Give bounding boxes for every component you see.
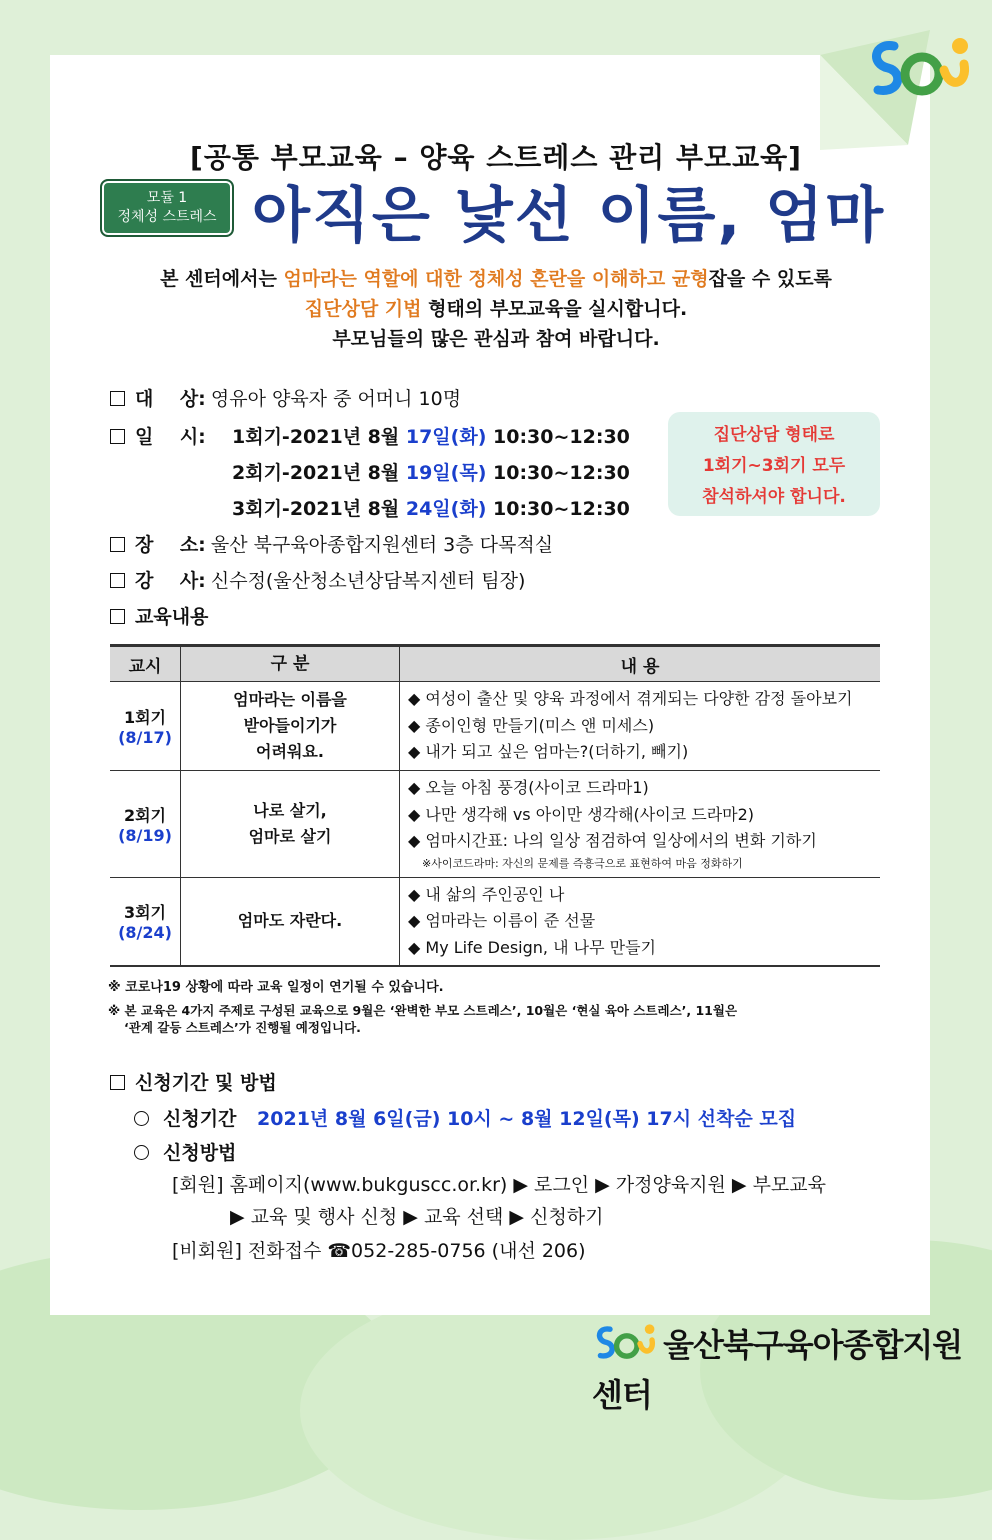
content-cell [400, 682, 881, 771]
period-value: 2021년 8월 6일(금) 10시 ~ 8월 12일(목) 17시 선착순 모집 [257, 1108, 797, 1130]
apply-heading-text: 신청기간 및 방법 [135, 1072, 277, 1094]
session-date-2 [232, 458, 630, 485]
session-day: 17일(화) [405, 426, 487, 448]
topic-line: 받아들이기가 [243, 716, 337, 735]
info-target [110, 384, 461, 411]
info-label: 장 소: [135, 534, 206, 556]
topic-cell [181, 877, 400, 966]
intro-text: 잡을 수 있도록 [708, 268, 832, 290]
nonmember-method: [비회원] 전화접수 ☎052-285-0756 (내선 206) [172, 1240, 586, 1262]
info-value: 신수정(울산청소년상담복지센터 팀장) [210, 570, 526, 592]
session-date: (8/24) [118, 923, 172, 943]
module-badge [100, 179, 234, 237]
list-item: ◆ 오늘 아침 풍경(사이코 드라마1) [408, 778, 649, 797]
checkbox-square-icon [110, 609, 125, 624]
table-header: 구 분 [181, 646, 400, 682]
session-text: 3회기-2021년 8월 [232, 498, 406, 520]
center-logo-icon [864, 34, 974, 104]
member-method-line1: [회원] 홈페이지(www.bukguscc.or.kr) ▶ 로그인 ▶ 가정양육지원 ▶ 부모교육 [172, 1174, 826, 1196]
intro-line-2 [0, 294, 992, 321]
member-method-line2: ▶ 교육 및 행사 신청 ▶ 교육 선택 ▶ 신청하기 [230, 1206, 604, 1228]
checkbox-square-icon [110, 391, 125, 406]
badge-line2: 정체성 스트레스 [117, 209, 217, 225]
content-cell [400, 771, 881, 878]
note-line: 1회기~3회기 모두 [702, 456, 846, 476]
list-item: ◆ 종이인형 만들기(미스 앤 미세스) [408, 715, 655, 735]
list-item: ◆ 나만 생각해 vs 아이만 생각해(사이코 드라마2) [408, 804, 755, 824]
table-header: 내 용 [400, 646, 881, 682]
warning-series-2: ‘관계 갈등 스트레스’가 진행될 예정입니다. [124, 1020, 361, 1035]
page-title: 아직은 낯선 이름, 엄마 [252, 181, 886, 251]
circle-bullet-icon [134, 1145, 149, 1160]
info-place [110, 530, 553, 557]
checkbox-square-icon [110, 573, 125, 588]
session-name: 1회기 [123, 708, 167, 727]
psychodrama-note: ※사이코드라마: 자신의 문제를 즉흥극으로 표현하여 마음 정화하기 [422, 856, 743, 870]
intro-line-1 [0, 264, 992, 291]
apply-method [134, 1138, 236, 1165]
intro-text: 형태의 부모교육을 실시합니다. [421, 298, 688, 320]
program-subtitle: [공통 부모교육 – 양육 스트레스 관리 부모교육] [190, 141, 802, 174]
info-label: 일 시: [135, 426, 206, 448]
method-label: 신청방법 [163, 1142, 237, 1164]
session-date: (8/19) [118, 825, 172, 845]
list-item: ◆ 엄마라는 이름이 준 선물 [408, 911, 596, 930]
table-row [110, 771, 880, 878]
session-cell [110, 771, 181, 878]
list-item: ◆ My Life Design, 내 나무 만들기 [408, 937, 656, 957]
apply-period [134, 1104, 796, 1131]
table-row [110, 877, 880, 966]
info-content [110, 602, 208, 629]
circle-bullet-icon [134, 1111, 149, 1126]
session-text: 1회기-2021년 8월 [232, 426, 406, 448]
intro-highlight: 집단상담 기법 [304, 298, 422, 320]
checkbox-square-icon [110, 1075, 125, 1090]
period-label: 신청기간 [163, 1108, 237, 1130]
table-header: 교시 [110, 646, 181, 682]
info-value: 울산 북구육아종합지원센터 3층 다목적실 [210, 534, 554, 556]
curriculum-table [110, 644, 880, 967]
footer-logo [592, 1316, 992, 1416]
attendance-note [668, 412, 880, 516]
session-day: 24일(화) [405, 498, 487, 520]
info-label: 강 사: [135, 570, 206, 592]
intro-text: 본 센터에서는 [160, 268, 284, 290]
session-cell [110, 877, 181, 966]
session-date-3 [232, 494, 630, 521]
note-line: 참석하셔야 합니다. [702, 487, 846, 507]
session-time: 10:30~12:30 [486, 462, 630, 484]
session-name: 3회기 [123, 903, 167, 923]
session-name: 2회기 [123, 805, 167, 825]
session-time: 10:30~12:30 [486, 498, 630, 520]
info-date [110, 422, 206, 449]
topic-cell [181, 771, 400, 878]
org-name: 울산북구육아종합지원센터 [592, 1326, 963, 1414]
info-value: 영유아 양육자 중 어머니 10명 [210, 388, 462, 410]
topic-line: 엄마라는 이름을 [233, 690, 347, 709]
topic-line: 어려워요. [256, 742, 324, 761]
topic-line: 엄마도 자란다. [237, 911, 343, 931]
content-cell [400, 877, 881, 966]
list-item: ◆ 여성이 출산 및 양육 과정에서 겪게되는 다양한 감정 돌아보기 [408, 689, 853, 709]
session-date-1 [232, 422, 630, 449]
info-lecturer [110, 566, 525, 593]
topic-line: 엄마로 살기 [248, 826, 332, 846]
session-time: 10:30~12:30 [486, 426, 630, 448]
table-row [110, 682, 880, 771]
info-label: 대 상: [135, 388, 206, 410]
table-header-row [110, 646, 880, 682]
checkbox-square-icon [110, 537, 125, 552]
note-line: 집단상담 형태로 [713, 425, 835, 445]
session-cell [110, 682, 181, 771]
warning-series-1: ※ 본 교육은 4가지 주제로 구성된 교육으로 9월은 ‘완벽한 부모 스트레스’, 10월은 ‘현실 육아 스트레스’, 11월은 [108, 1003, 738, 1018]
topic-cell [181, 682, 400, 771]
session-day: 19일(목) [405, 462, 487, 484]
session-text: 2회기-2021년 8월 [232, 462, 406, 484]
badge-line1: 모듈 1 [146, 190, 188, 206]
info-label: 교육내용 [135, 606, 209, 628]
intro-highlight: 엄마라는 역할에 대한 정체성 혼란을 이해하고 균형 [283, 268, 709, 290]
intro-line-3: 부모님들의 많은 관심과 참여 바랍니다. [332, 328, 660, 350]
session-date: (8/17) [118, 728, 172, 747]
list-item: ◆ 내가 되고 싶은 엄마는?(더하기, 빼기) [408, 742, 689, 762]
apply-heading [110, 1068, 277, 1095]
checkbox-square-icon [110, 429, 125, 444]
list-item: ◆ 엄마시간표: 나의 일상 점검하여 일상에서의 변화 기하기 [408, 831, 817, 850]
topic-line: 나로 살기, [253, 800, 327, 820]
center-logo-icon [592, 1316, 658, 1370]
warning-covid: ※ 코로나19 상황에 따라 교육 일정이 연기될 수 있습니다. [108, 980, 444, 995]
list-item: ◆ 내 삶의 주인공인 나 [408, 884, 565, 904]
